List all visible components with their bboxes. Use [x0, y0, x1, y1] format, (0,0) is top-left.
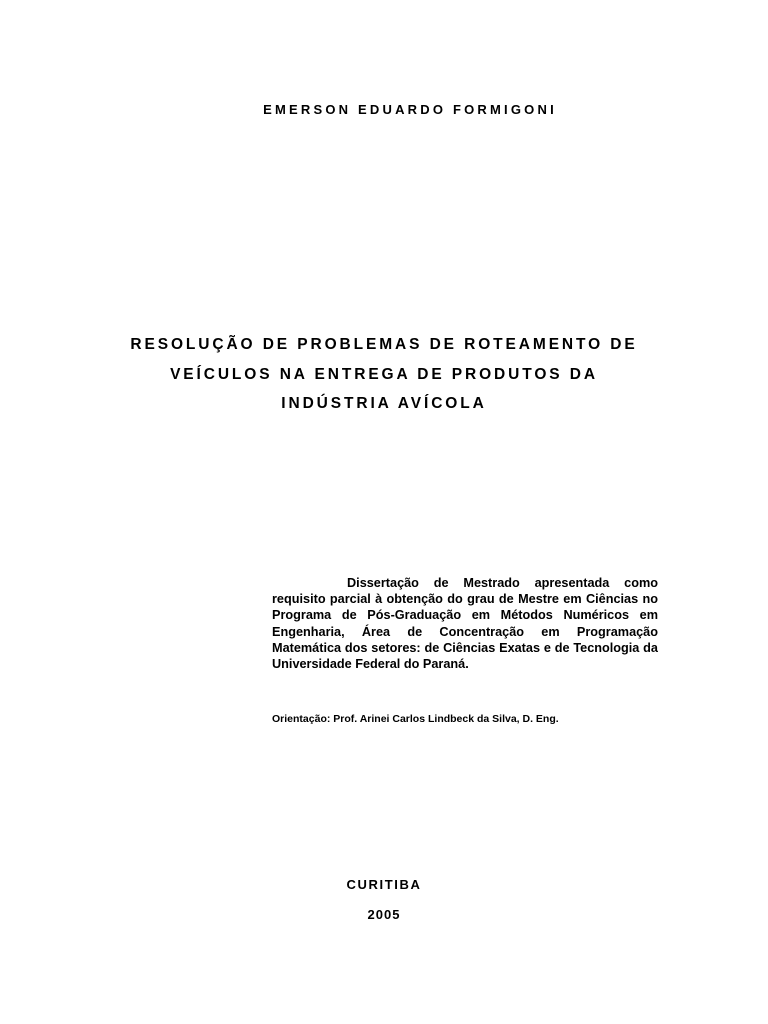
dissertation-statement: Dissertação de Mestrado apresentada como requisito parcial à obtenção do grau de Mestre em Ciências no Programa de Pós-Graduação em Métodos Numéricos em Engenharia, Área de Concentração em Programação Matemática dos setores: de Ciências Exatas e de Tecnologia da Universidade Federal do Paraná.: [272, 576, 658, 672]
title-line-2: VEÍCULOS NA ENTREGA DE PRODUTOS DA: [170, 365, 598, 383]
title-line-3: INDÚSTRIA AVÍCOLA: [281, 395, 487, 412]
city: CURITIBA: [346, 877, 422, 892]
thesis-title: [0, 330, 768, 419]
year: 2005: [367, 907, 401, 922]
advisor-line: Orientação: Prof. Arinei Carlos Lindbeck da Silva, D. Eng.: [272, 713, 559, 725]
title-line-1: RESOLUÇÃO DE PROBLEMAS DE ROTEAMENTO DE: [130, 336, 638, 353]
author-name: EMERSON EDUARDO FORMIGONI: [263, 102, 557, 117]
